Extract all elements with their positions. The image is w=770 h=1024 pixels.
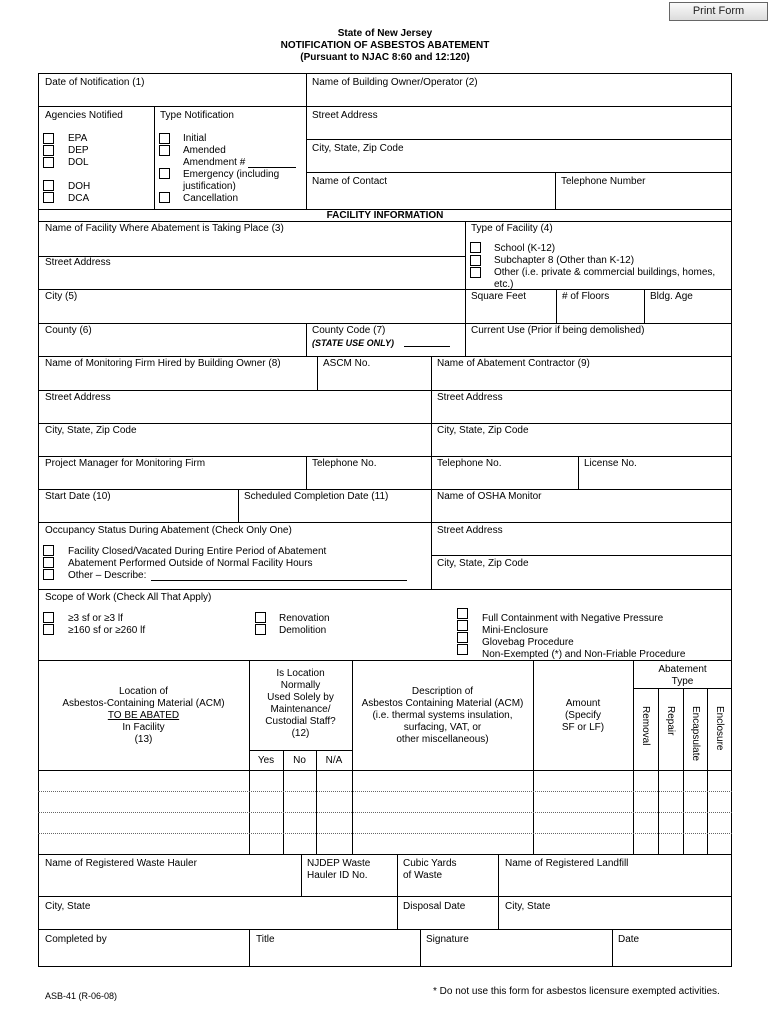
bldg-age-label: Bldg. Age [650,291,693,302]
other-occupancy-checkbox[interactable] [43,569,54,580]
yes-header: Yes [257,755,275,766]
glovebag-label: Glovebag Procedure [482,637,574,648]
justification-label: justification) [183,181,236,192]
project-manager-label: Project Manager for Monitoring Firm [45,458,206,469]
form-title: NOTIFICATION OF ASBESTOS ABATEMENT [280,40,490,51]
print-form-button[interactable]: Print Form [669,2,768,21]
owner-street-label: Street Address [312,110,378,121]
title-label: Title [256,934,275,945]
start-date-label: Start Date (10) [45,491,111,502]
completion-date-label: Scheduled Completion Date (11) [244,491,389,502]
emergency-label: Emergency (including [183,169,280,180]
contractor-street-label: Street Address [437,392,503,403]
header-state: State of New Jersey [337,28,433,39]
non-friable-label: Non-Exempted (*) and Non-Friable Procedure [482,649,686,660]
mini-enclosure-label: Mini-Enclosure [482,625,549,636]
facility-closed-label: Facility Closed/Vacated During Entire Period of Abatement [68,546,327,557]
date-of-notification-label: Date of Notification (1) [45,77,145,88]
contractor-phone-label: Telephone No. [437,458,502,469]
full-containment-checkbox[interactable] [457,608,468,619]
subchapter8-label: Subchapter 8 (Other than K-12) [494,255,635,266]
is-location-header: Is Location Normally Used Solely by Maintenance/ Custodial Staff? (12) [265,668,336,739]
waste-hauler-label: Name of Registered Waste Hauler [45,858,197,869]
renovation-checkbox[interactable] [255,612,266,623]
epa-label: EPA [68,133,88,144]
encapsulate-header: Encapsulate [690,706,701,762]
non-friable-checkbox[interactable] [457,644,468,655]
square-feet-label: Square Feet [471,291,527,302]
repair-header: Repair [665,706,676,736]
owner-name-label: Name of Building Owner/Operator (2) [312,77,478,88]
amended-label: Amended [183,145,226,156]
osha-street-label: Street Address [437,525,503,536]
completed-by-label: Completed by [45,934,107,945]
dol-checkbox[interactable] [43,157,54,168]
size-small-checkbox[interactable] [43,612,54,623]
initial-label: Initial [183,133,207,144]
type-notification-label: Type Notification [160,110,234,121]
amended-checkbox[interactable] [159,145,170,156]
school-checkbox[interactable] [470,242,481,253]
other-describe-line[interactable] [151,580,407,581]
facility-name-label: Name of Facility Where Abatement is Taking Place (3) [45,223,284,234]
amendment-number-label: Amendment # [183,157,246,168]
landfill-label: Name of Registered Landfill [505,858,629,869]
contact-phone-label: Telephone Number [561,176,646,187]
outside-hours-checkbox[interactable] [43,557,54,568]
location-header: Location of Asbestos-Containing Material (ACM) TO BE ABATED In Facility (13) [62,686,225,745]
occupancy-label: Occupancy Status During Abatement (Check Only One) [45,525,292,536]
removal-header: Removal [640,706,651,746]
form-subtitle: (Pursuant to NJAC 8:60 and 12:120) [300,52,470,63]
facility-type-label: Type of Facility (4) [471,223,553,234]
other-facility-label: Other (i.e. private & commercial buildings, homes, [494,267,716,278]
osha-city-label: City, State, Zip Code [437,558,529,569]
monitoring-phone-label: Telephone No. [312,458,377,469]
current-use-label: Current Use (Prior if being demolished) [471,325,645,336]
monitoring-firm-label: Name of Monitoring Firm Hired by Building Owner (8) [45,358,281,369]
license-label: License No. [584,458,637,469]
amount-header: Amount (Specify SF or LF) [561,698,605,733]
owner-city-label: City, State, Zip Code [312,143,404,154]
cancellation-checkbox[interactable] [159,192,170,203]
demolition-checkbox[interactable] [255,624,266,635]
agencies-notified-label: Agencies Notified [45,110,123,121]
county-label: County (6) [45,325,92,336]
date-label: Date [618,934,640,945]
ascm-label: ASCM No. [323,358,371,369]
dca-checkbox[interactable] [43,192,54,203]
initial-checkbox[interactable] [159,133,170,144]
cubic-yards-label: Cubic Yards of Waste [403,858,457,881]
contact-name-label: Name of Contact [312,176,388,187]
landfill-city-state-label: City, State [505,901,551,912]
cancellation-label: Cancellation [183,193,239,204]
glovebag-checkbox[interactable] [457,632,468,643]
description-header: Description of Asbestos Containing Material (ACM) (i.e. thermal systems insulation, surfacing, VAT, or other miscellaneous) [361,686,524,745]
size-large-checkbox[interactable] [43,624,54,635]
footer-note: * Do not use this form for asbestos licensure exempted activities. [433,986,720,997]
facility-street-label: Street Address [45,257,111,268]
dca-label: DCA [68,193,90,204]
dep-label: DEP [68,145,89,156]
hauler-city-state-label: City, State [45,901,91,912]
doh-checkbox[interactable] [43,180,54,191]
mini-enclosure-checkbox[interactable] [457,620,468,631]
num-floors-label: # of Floors [562,291,610,302]
scope-label: Scope of Work (Check All That Apply) [45,592,212,603]
na-header: N/A [325,755,343,766]
state-use-only-label: (STATE USE ONLY) [312,338,394,348]
facility-closed-checkbox[interactable] [43,545,54,556]
renovation-label: Renovation [279,613,330,624]
other-facility-checkbox[interactable] [470,267,481,278]
contractor-city-label: City, State, Zip Code [437,425,529,436]
emergency-checkbox[interactable] [159,168,170,179]
size-large-label: ≥160 sf or ≥260 lf [68,625,146,636]
no-header: No [293,755,306,766]
full-containment-label: Full Containment with Negative Pressure [482,613,664,624]
enclosure-header: Enclosure [714,706,725,751]
facility-heading: FACILITY INFORMATION [326,210,444,221]
osha-monitor-label: Name of OSHA Monitor [437,491,542,502]
monitoring-street-label: Street Address [45,392,111,403]
contractor-name-label: Name of Abatement Contractor (9) [437,358,590,369]
hauler-id-label: NJDEP Waste Hauler ID No. [307,858,371,881]
county-code-line[interactable] [404,346,450,347]
abatement-type-header: Abatement Type [658,664,707,687]
county-code-label: County Code (7) [312,325,386,336]
other-facility-label-cont: etc.) [494,279,514,290]
amendment-number-line[interactable] [248,167,296,168]
demolition-label: Demolition [279,625,327,636]
subchapter8-checkbox[interactable] [470,255,481,266]
other-occupancy-label: Other – Describe: [68,570,147,581]
form-number: ASB-41 (R-06-08) [45,991,118,1001]
monitoring-city-label: City, State, Zip Code [45,425,137,436]
outside-hours-label: Abatement Performed Outside of Normal Facility Hours [68,558,313,569]
signature-label: Signature [426,934,469,945]
facility-city-label: City (5) [45,291,78,302]
dol-label: DOL [68,157,89,168]
size-small-label: ≥3 sf or ≥3 lf [68,613,123,624]
school-label: School (K-12) [494,243,556,254]
disposal-date-label: Disposal Date [403,901,466,912]
epa-checkbox[interactable] [43,133,54,144]
doh-label: DOH [68,181,91,192]
dep-checkbox[interactable] [43,145,54,156]
